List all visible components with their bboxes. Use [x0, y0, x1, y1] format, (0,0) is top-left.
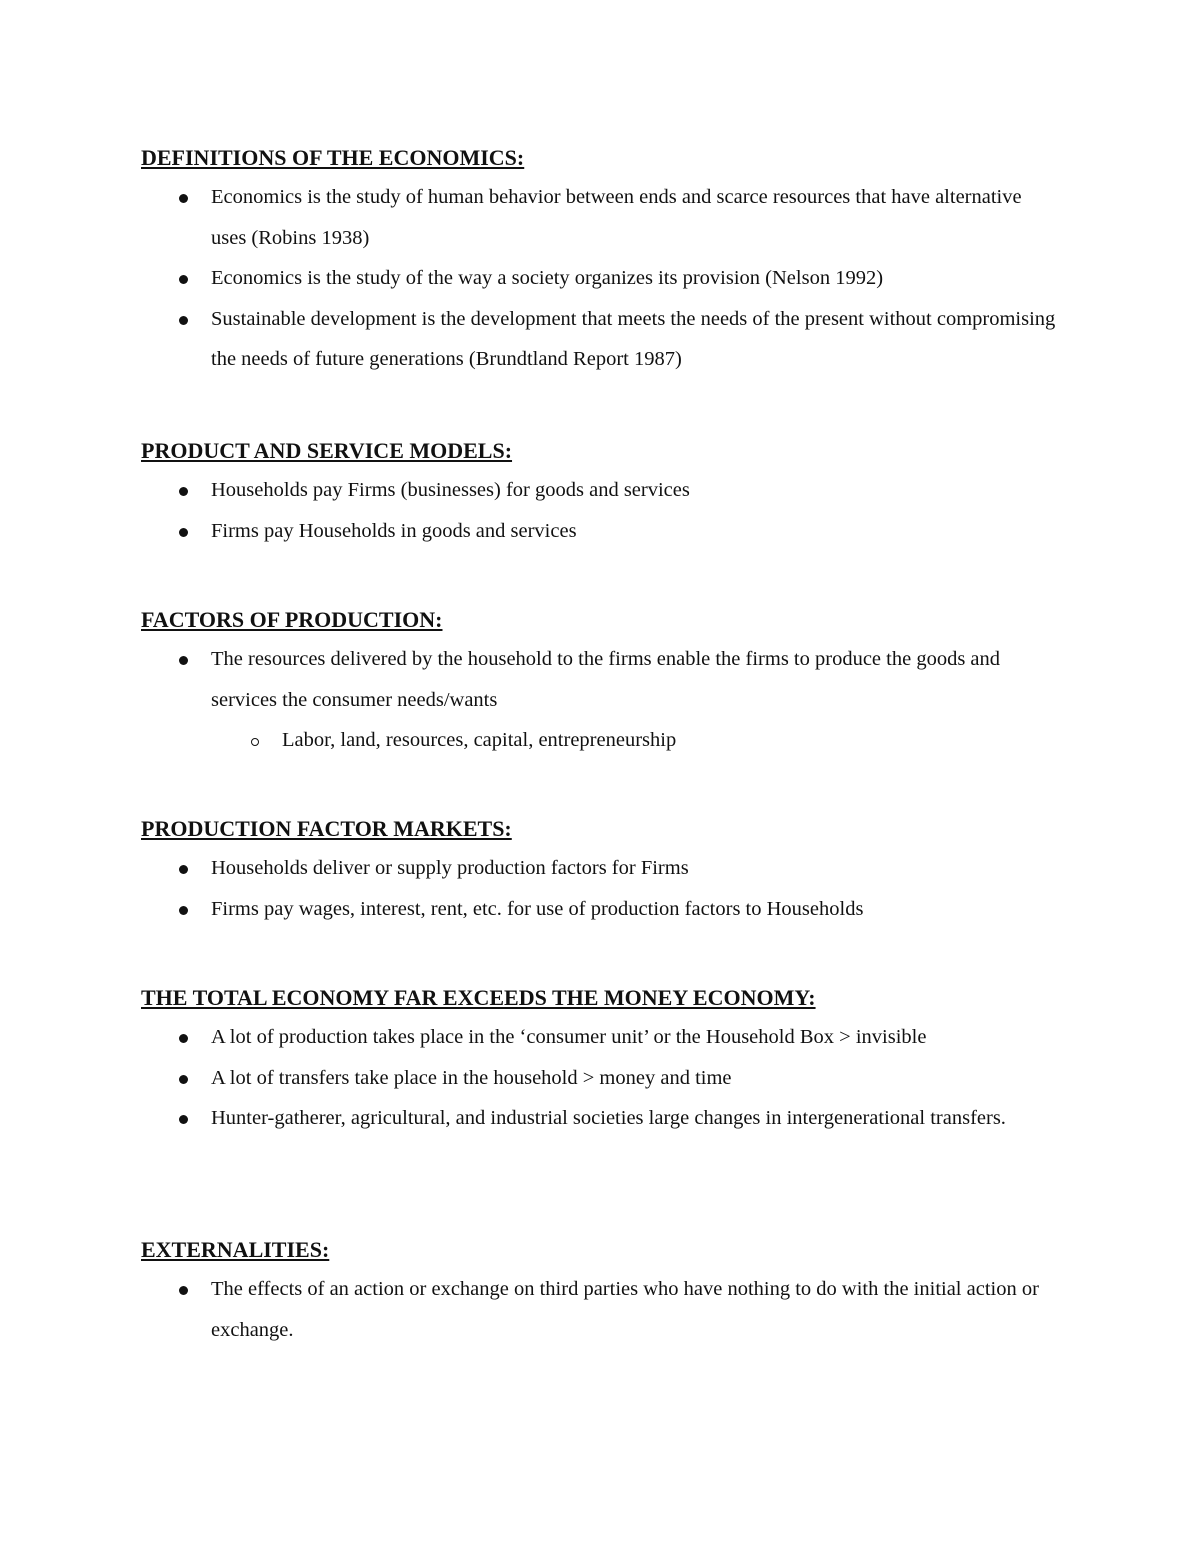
list-item — [141, 1098, 1061, 1139]
section-heading: DEFINITIONS OF THE ECONOMICS: — [141, 145, 525, 170]
section-product-service-models — [141, 437, 1061, 551]
bullet-icon — [179, 865, 188, 874]
list-item — [141, 177, 1061, 258]
bullet-icon — [179, 528, 188, 537]
list-item-text: Economics is the study of human behavior between ends and scarce resources that have alternative uses (Robins 1938) — [211, 186, 1022, 249]
bullet-icon — [179, 656, 188, 665]
section-heading: FACTORS OF PRODUCTION: — [141, 607, 443, 632]
list-item-text: Hunter-gatherer, agricultural, and industrial societies large changes in intergenerational transfers. — [211, 1107, 1006, 1129]
bullet-icon — [179, 487, 188, 496]
list-item — [141, 1017, 1061, 1058]
section-heading: THE TOTAL ECONOMY FAR EXCEEDS THE MONEY ECONOMY: — [141, 985, 816, 1010]
bullet-icon — [179, 906, 188, 915]
bullet-list — [141, 1269, 1061, 1350]
bullet-list — [141, 639, 1061, 761]
hollow-bullet-icon — [251, 738, 259, 746]
section-externalities — [141, 1236, 1061, 1350]
list-item — [141, 1269, 1061, 1350]
sub-list-item-text: Labor, land, resources, capital, entrepreneurship — [282, 729, 677, 751]
bullet-icon — [179, 275, 188, 284]
list-item — [141, 848, 1061, 889]
list-item-text: Households deliver or supply production factors for Firms — [211, 857, 689, 879]
section-definitions — [141, 144, 1061, 380]
section-heading: PRODUCT AND SERVICE MODELS: — [141, 438, 513, 463]
list-item-text: Firms pay wages, interest, rent, etc. for use of production factors to Households — [211, 897, 864, 920]
bullet-list — [141, 470, 1061, 551]
list-item — [141, 299, 1061, 380]
section-total-economy — [141, 984, 1061, 1139]
bullet-icon — [179, 194, 188, 203]
section-heading: PRODUCTION FACTOR MARKETS: — [141, 816, 512, 841]
list-item — [141, 1058, 1061, 1099]
list-item — [141, 470, 1061, 511]
bullet-icon — [179, 316, 188, 325]
sub-list-item — [141, 720, 1061, 761]
section-factors-of-production — [141, 606, 1061, 761]
bullet-icon — [179, 1034, 188, 1043]
bullet-list — [141, 1017, 1061, 1139]
list-item-text: Sustainable development is the development that meets the needs of the present without compromising the needs of future generations (Brundtland Report 1987) — [211, 307, 1056, 370]
list-item-text: A lot of transfers take place in the household > money and time — [211, 1066, 732, 1089]
bullet-list — [141, 848, 1061, 929]
list-item-text: Economics is the study of the way a society organizes its provision (Nelson 1992) — [211, 267, 884, 289]
list-item — [141, 258, 1061, 299]
section-production-factor-markets — [141, 815, 1061, 929]
bullet-icon — [179, 1286, 188, 1295]
list-item-text: The resources delivered by the household to the firms enable the firms to produce the goods and services the consumer needs/wants — [211, 648, 1001, 711]
list-item — [141, 511, 1061, 552]
bullet-icon — [179, 1115, 188, 1124]
bullet-icon — [179, 1075, 188, 1084]
list-item-text: The effects of an action or exchange on third parties who have nothing to do with the initial action or exchange. — [211, 1278, 1039, 1341]
list-item-text: Households pay Firms (businesses) for goods and services — [211, 479, 690, 501]
list-item-text: A lot of production takes place in the ‘consumer unit’ or the Household Box > invisible — [211, 1026, 927, 1048]
list-item-text: Firms pay Households in goods and services — [211, 519, 577, 542]
bullet-list — [141, 177, 1061, 380]
list-item — [141, 889, 1061, 930]
list-item — [141, 639, 1061, 720]
section-heading: EXTERNALITIES: — [141, 1237, 330, 1262]
